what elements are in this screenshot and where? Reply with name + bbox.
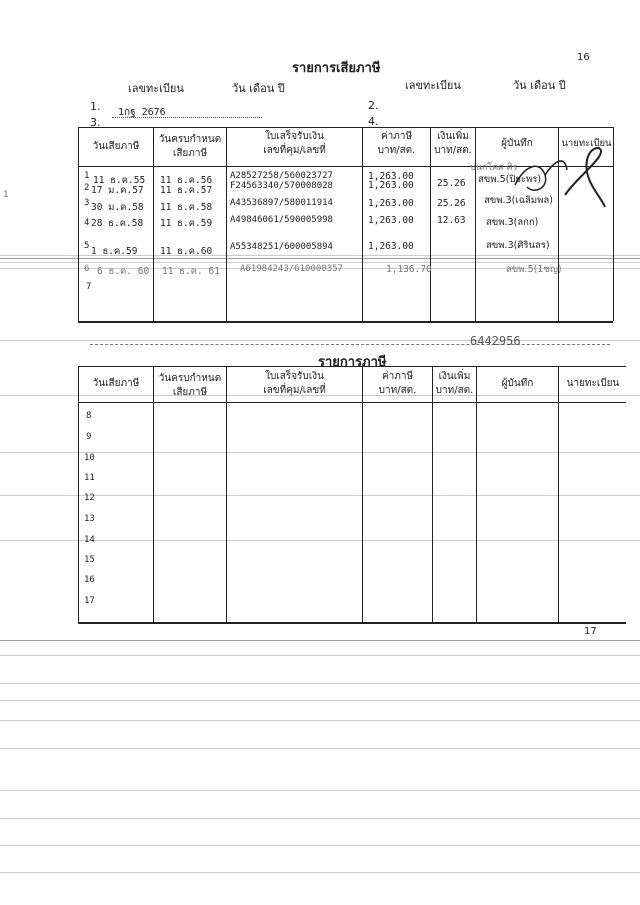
row-number: 5 [84,241,90,251]
date-label-1: วัน เดือน ปี [232,82,285,95]
scan-artifact-line [0,452,640,453]
row-number: 6 [84,264,90,274]
header-tax: ค่าภาษี [380,131,413,142]
row-number: 2 [84,183,90,193]
row-number: 1 [84,171,90,181]
section1-title: รายการเสียภาษี [292,61,381,76]
row-tax: 1,136.70 [386,264,432,275]
row-number: 11 [84,473,95,483]
row-number: 13 [84,514,95,524]
row-recorder: สขพ.5(1ชญ) [506,264,562,275]
table1-col-border [362,127,363,321]
row-recorder: สขพ.3(ศิรินลร) [486,240,550,251]
row-number: 4 [84,218,90,228]
row-receipt: A28527258/560023727 [230,171,333,181]
header-receipt-sub: เลขที่คุม/เลขที่ [263,385,326,396]
row-receipt: F24563340/570008028 [230,181,333,191]
header-tax-sub: บาท/สต. [378,385,417,396]
row-number: 17 [84,596,95,606]
scan-artifact-line [0,495,640,496]
table1-top-border [78,127,613,128]
row-receipt: A55348251/600005894 [230,242,333,252]
row-recorder: สขพ.3(เฉลิมพล) [484,195,553,206]
row-number: 12 [84,493,95,503]
stamp-text: ปนกโคศ ศิร [470,163,518,173]
header-extra-sub: บาท/สต. [434,145,472,156]
scan-artifact-line [0,720,640,721]
row-number: 10 [84,453,95,463]
row-recorder: สขพ.5(ปิยะพร) [478,174,542,185]
row-extra: 12.63 [437,215,466,226]
header-tax: ค่าภาษี [381,371,414,382]
table1-col-border [153,127,154,321]
scan-artifact-line [0,655,640,656]
entry-1-number: 1. [90,100,101,113]
row-due-date: 11 ธ.ค.58 [160,202,213,213]
page-number-bottom: 17 [584,626,597,637]
row-date-paid: 30 ม.ค.58 [91,202,144,213]
table2-header-border [78,402,626,403]
row-number: 15 [84,555,95,565]
header-date-paid: วันเสียภาษี [92,378,140,389]
row-number: 14 [84,535,95,545]
header-registrar: นายทะเบียน [566,378,620,389]
row-number: 8 [86,411,92,421]
table2-col-border [558,366,559,622]
entry-2-number: 2. [368,99,379,112]
row-extra: 25.26 [437,198,466,209]
date-label-2: วัน เดือน ปี [513,79,566,92]
row-number: 7 [86,282,92,292]
row-due-date: 11 ธ.ค.59 [160,218,213,229]
page-number-top: 16 [577,52,590,63]
table2-col-border [362,366,363,622]
entry-1-plate: 1กฐ 2676 [118,107,166,118]
table1-col-border [78,127,79,321]
row-receipt: A61984243/610000357 [240,264,343,274]
header-extra-sub: บาท/สต. [435,385,474,396]
table2-col-border [153,366,154,622]
scan-artifact-line [0,540,640,541]
header-due-date: วันครบกำหนด [158,373,222,384]
header-tax-sub: บาท/สต. [377,145,416,156]
row-date-paid: 28 ธ.ค.58 [91,218,144,229]
row-tax: 1,263.00 [368,180,414,191]
reg-label-2: เลขทะเบียน [405,79,461,92]
scan-artifact-line [0,683,640,684]
table2-bottom-border [78,622,626,624]
row-tax: 1,263.00 [368,198,414,209]
table2-col-border [476,366,477,622]
row-number: 3 [84,198,90,208]
table2-col-border [78,366,79,622]
row-receipt: A43536897/580011914 [230,198,333,208]
table2-col-border [432,366,433,622]
row-due-date: 11 ธ.ค.60 [160,246,213,257]
header-due-date: วันครบกำหนด [158,134,222,145]
table2-top-border [78,366,626,367]
header-extra: เงินเพิ่ม [438,371,471,382]
row-recorder: สขพ.3(ลกก) [486,217,539,228]
scan-artifact-line [0,790,640,791]
row-number: 16 [84,575,95,585]
header-due-date-sub: เสียภาษี [172,387,208,398]
header-due-date-sub: เสียภาษี [172,148,208,159]
header-extra: เงินเพิ่ม [437,131,469,142]
row-due-date: 11 ธ.ค.56 [160,175,213,186]
row-due-date: 11 ธ.ค. 61 [162,266,220,277]
entry-4-number: 4. [368,115,379,128]
header-registrar: นายทะเบียน [561,138,612,149]
row-tax: 1,263.00 [368,171,414,182]
row-date-paid: 11 ธ.ค.55 [93,175,146,186]
scan-artifact-line [0,818,640,819]
table1-bottom-border [78,321,613,323]
header-receipt: ใบเสร็จรับเงิน [265,371,324,382]
row-number: 9 [86,432,92,442]
row-date-paid: 17 ม.ค.57 [91,185,144,196]
divider-dashes [90,344,610,345]
scan-artifact-line [0,700,640,701]
entry-3-number: 3. [90,116,101,129]
scan-artifact-line [0,748,640,749]
header-recorder: ผู้บันทึก [501,138,533,149]
serial-number-fragment: 6442956 [470,334,521,348]
signature-mark [505,135,625,215]
section2-title: รายการภาษี [318,355,387,370]
table2-col-border [226,366,227,622]
reg-label-1: เลขทะเบียน [128,82,184,95]
row-tax: 1,263.00 [368,215,414,226]
scan-artifact-line [0,872,640,873]
row-date-paid: 1 ธ.ค.59 [91,246,138,257]
header-date-paid: วันเสียภาษี [92,141,140,152]
margin-mark: 1 [3,190,9,200]
row-date-paid: 6 ธ.ค. 60 [97,266,150,277]
header-recorder: ผู้บันทึก [501,378,534,389]
header-receipt: ใบเสร็จรับเงิน [265,131,324,142]
row-receipt: A49846061/590005998 [230,215,333,225]
row-extra: 25.26 [437,178,466,189]
row-tax: 1,263.00 [368,241,414,252]
table1-col-border [226,127,227,321]
scan-artifact-line [0,640,640,641]
scan-artifact-line [0,340,640,341]
header-receipt-sub: เลขที่คุม/เลขที่ [263,145,326,156]
table1-col-border [475,127,476,321]
entry-1-line [112,117,262,118]
row-due-date: 11 ธ.ค.57 [160,185,213,196]
scan-artifact-line [0,845,640,846]
